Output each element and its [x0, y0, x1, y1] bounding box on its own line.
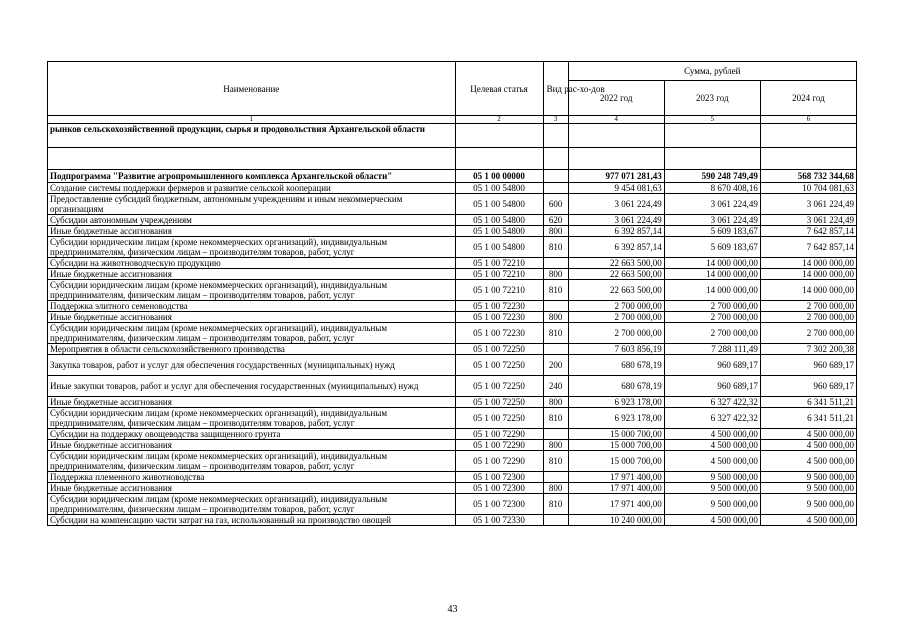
row-expense-type [543, 515, 568, 526]
row-target-code: 05 1 00 72210 [455, 258, 543, 269]
row-target-code: 05 1 00 72250 [455, 397, 543, 408]
row-target-code: 05 1 00 72230 [455, 301, 543, 312]
row-expense-type: 810 [543, 237, 568, 258]
program-name: Подпрограмма "Развитие агропромышленного комплекса Архангельской области" [48, 170, 456, 183]
row-expense-type: 800 [543, 397, 568, 408]
row-name: Предоставление субсидий бюджетным, автономным учреждениям и иным некоммерческим организациям [48, 194, 456, 215]
row-target-code: 05 1 00 72300 [455, 483, 543, 494]
row-target-code: 05 1 00 72210 [455, 269, 543, 280]
page-number: 43 [447, 604, 458, 615]
col-number: 5 [664, 116, 760, 124]
row-target-code: 05 1 00 54800 [455, 194, 543, 215]
row-amount-2022: 9 454 081,63 [568, 183, 664, 194]
row-target-code: 05 1 00 54800 [455, 183, 543, 194]
row-amount-2023: 14 000 000,00 [664, 258, 760, 269]
row-target-code: 05 1 00 72300 [455, 494, 543, 515]
row-amount-2022: 15 000 700,00 [568, 440, 664, 451]
row-target-code: 05 1 00 54800 [455, 226, 543, 237]
row-expense-type: 620 [543, 215, 568, 226]
row-amount-2022: 3 061 224,49 [568, 215, 664, 226]
table-row [48, 440, 857, 451]
row-amount-2022: 15 000 700,00 [568, 451, 664, 472]
row-expense-type: 810 [543, 323, 568, 344]
row-target-code: 05 1 00 72290 [455, 429, 543, 440]
row-expense-type [543, 258, 568, 269]
row-name: Субсидии юридическим лицам (кроме некоммерческих организаций), индивидуальным предпринимателям, физическим лицам – производителям товаров, работ, услуг [48, 323, 456, 344]
row-expense-type: 810 [543, 280, 568, 301]
row-name: Субсидии автономным учреждениям [48, 215, 456, 226]
row-amount-2022: 22 663 500,00 [568, 269, 664, 280]
table-row [48, 215, 857, 226]
row-name: Субсидии юридическим лицам (кроме некоммерческих организаций), индивидуальным предпринимателям, физическим лицам – производителям товаров, работ, услуг [48, 451, 456, 472]
budget-table [47, 61, 857, 526]
program-type [543, 170, 568, 183]
row-expense-type: 600 [543, 194, 568, 215]
row-amount-2022: 6 392 857,14 [568, 226, 664, 237]
row-amount-2024: 9 500 000,00 [760, 483, 856, 494]
row-amount-2024: 2 700 000,00 [760, 323, 856, 344]
row-amount-2024: 9 500 000,00 [760, 494, 856, 515]
row-name: Мероприятия в области сельскохозяйственного производства [48, 344, 456, 355]
row-amount-2024: 2 700 000,00 [760, 312, 856, 323]
row-amount-2023: 4 500 000,00 [664, 451, 760, 472]
row-name: Закупка товаров, работ и услуг для обеспечения государственных (муниципальных) нужд [48, 355, 456, 376]
row-amount-2024: 4 500 000,00 [760, 440, 856, 451]
row-name: Иные бюджетные ассигнования [48, 226, 456, 237]
row-amount-2023: 2 700 000,00 [664, 312, 760, 323]
row-expense-type [543, 183, 568, 194]
table-row [48, 483, 857, 494]
row-amount-2024: 4 500 000,00 [760, 451, 856, 472]
row-expense-type: 200 [543, 355, 568, 376]
row-name: Иные бюджетные ассигнования [48, 397, 456, 408]
row-amount-2024: 3 061 224,49 [760, 194, 856, 215]
row-amount-2022: 17 971 400,00 [568, 494, 664, 515]
row-name: Субсидии юридическим лицам (кроме некоммерческих организаций), индивидуальным предпринимателям, физическим лицам – производителям товаров, работ, услуг [48, 494, 456, 515]
row-target-code: 05 1 00 72230 [455, 323, 543, 344]
row-target-code: 05 1 00 72250 [455, 408, 543, 429]
row-amount-2024: 4 500 000,00 [760, 429, 856, 440]
row-amount-2024: 14 000 000,00 [760, 280, 856, 301]
row-amount-2024: 7 642 857,14 [760, 237, 856, 258]
row-amount-2024: 7 642 857,14 [760, 226, 856, 237]
table-row [48, 323, 857, 344]
row-expense-type [543, 472, 568, 483]
continuation-row [48, 124, 857, 148]
row-target-code: 05 1 00 72250 [455, 355, 543, 376]
table-row [48, 494, 857, 515]
program-code: 05 1 00 00000 [455, 170, 543, 183]
col-number: 4 [568, 116, 664, 124]
row-amount-2023: 8 670 408,16 [664, 183, 760, 194]
row-name: Субсидии на компенсацию части затрат на газ, использованный на производство овощей [48, 515, 456, 526]
row-target-code: 05 1 00 54800 [455, 237, 543, 258]
header-year-2024: 2024 год [760, 81, 856, 116]
row-amount-2022: 6 923 178,00 [568, 408, 664, 429]
row-name: Субсидии на животноводческую продукцию [48, 258, 456, 269]
row-amount-2023: 14 000 000,00 [664, 280, 760, 301]
row-amount-2023: 960 689,17 [664, 355, 760, 376]
row-name: Иные бюджетные ассигнования [48, 483, 456, 494]
row-target-code: 05 1 00 72290 [455, 440, 543, 451]
row-name: Поддержка племенного животноводства [48, 472, 456, 483]
col-number: 1 [48, 116, 456, 124]
row-target-code: 05 1 00 54800 [455, 215, 543, 226]
header-expense-type [543, 62, 605, 116]
row-expense-type: 800 [543, 440, 568, 451]
row-amount-2022: 10 240 000,00 [568, 515, 664, 526]
program-row [48, 170, 857, 183]
program-2023: 590 248 749,49 [664, 170, 760, 183]
row-amount-2022: 6 392 857,14 [568, 237, 664, 258]
row-name: Иные закупки товаров, работ и услуг для обеспечения государственных (муниципальных) нужд [48, 376, 456, 397]
table-row [48, 355, 857, 376]
row-amount-2024: 9 500 000,00 [760, 472, 856, 483]
row-name: Субсидии на поддержку овощеводства защищенного грунта [48, 429, 456, 440]
row-amount-2022: 22 663 500,00 [568, 280, 664, 301]
row-amount-2023: 7 288 111,49 [664, 344, 760, 355]
row-amount-2023: 960 689,17 [664, 376, 760, 397]
col-number: 6 [760, 116, 856, 124]
table-row [48, 280, 857, 301]
table-row [48, 515, 857, 526]
row-expense-type [543, 429, 568, 440]
table-row [48, 226, 857, 237]
row-amount-2023: 2 700 000,00 [664, 323, 760, 344]
row-amount-2024: 3 061 224,49 [760, 215, 856, 226]
row-amount-2023: 9 500 000,00 [664, 483, 760, 494]
row-target-code: 05 1 00 72250 [455, 376, 543, 397]
row-amount-2024: 960 689,17 [760, 376, 856, 397]
row-amount-2022: 2 700 000,00 [568, 312, 664, 323]
header-year-2023: 2023 год [664, 81, 760, 116]
row-target-code: 05 1 00 72330 [455, 515, 543, 526]
row-target-code: 05 1 00 72300 [455, 472, 543, 483]
table-row [48, 344, 857, 355]
table-row [48, 408, 857, 429]
row-expense-type: 810 [543, 408, 568, 429]
table-row [48, 397, 857, 408]
row-amount-2024: 14 000 000,00 [760, 258, 856, 269]
row-target-code: 05 1 00 72230 [455, 312, 543, 323]
row-amount-2024: 10 704 081,63 [760, 183, 856, 194]
row-amount-2024: 7 302 200,38 [760, 344, 856, 355]
row-amount-2022: 2 700 000,00 [568, 323, 664, 344]
row-expense-type: 800 [543, 269, 568, 280]
row-expense-type: 800 [543, 483, 568, 494]
header-amount: Сумма, рублей [568, 62, 856, 81]
row-expense-type [543, 344, 568, 355]
row-name: Иные бюджетные ассигнования [48, 269, 456, 280]
row-amount-2022: 2 700 000,00 [568, 301, 664, 312]
row-name: Субсидии юридическим лицам (кроме некоммерческих организаций), индивидуальным предпринимателям, физическим лицам – производителям товаров, работ, услуг [48, 408, 456, 429]
row-name: Поддержка элитного семеноводства [48, 301, 456, 312]
spacer-row [48, 148, 857, 170]
header-name: Наименование [48, 62, 456, 116]
table-row [48, 451, 857, 472]
row-amount-2023: 9 500 000,00 [664, 494, 760, 515]
row-expense-type: 810 [543, 494, 568, 515]
row-amount-2023: 4 500 000,00 [664, 429, 760, 440]
row-amount-2023: 14 000 000,00 [664, 269, 760, 280]
header-target: Целевая статья [455, 62, 543, 116]
table-row [48, 194, 857, 215]
row-amount-2024: 2 700 000,00 [760, 301, 856, 312]
row-name: Иные бюджетные ассигнования [48, 312, 456, 323]
row-amount-2023: 5 609 183,67 [664, 237, 760, 258]
row-amount-2022: 22 663 500,00 [568, 258, 664, 269]
program-2024: 568 732 344,68 [760, 170, 856, 183]
header-expense-type-label: Вид рас-хо-дов [546, 83, 605, 94]
row-amount-2023: 5 609 183,67 [664, 226, 760, 237]
table-row [48, 429, 857, 440]
row-amount-2022: 3 061 224,49 [568, 194, 664, 215]
row-amount-2024: 14 000 000,00 [760, 269, 856, 280]
row-amount-2022: 17 971 400,00 [568, 472, 664, 483]
table-row [48, 237, 857, 258]
row-amount-2022: 15 000 700,00 [568, 429, 664, 440]
table-row [48, 376, 857, 397]
row-amount-2024: 6 341 511,21 [760, 397, 856, 408]
row-expense-type [543, 301, 568, 312]
row-amount-2022: 7 603 856,19 [568, 344, 664, 355]
row-expense-type: 800 [543, 226, 568, 237]
row-amount-2022: 6 923 178,00 [568, 397, 664, 408]
row-amount-2024: 6 341 511,21 [760, 408, 856, 429]
header-year-2022: 2022 год [568, 81, 664, 116]
table-row [48, 269, 857, 280]
row-name: Иные бюджетные ассигнования [48, 440, 456, 451]
row-amount-2023: 4 500 000,00 [664, 440, 760, 451]
row-amount-2022: 17 971 400,00 [568, 483, 664, 494]
row-amount-2023: 9 500 000,00 [664, 472, 760, 483]
row-amount-2024: 960 689,17 [760, 355, 856, 376]
table-row [48, 183, 857, 194]
row-name: Создание системы поддержки фермеров и развитие сельской кооперации [48, 183, 456, 194]
row-amount-2024: 4 500 000,00 [760, 515, 856, 526]
row-name: Субсидии юридическим лицам (кроме некоммерческих организаций), индивидуальным предпринимателям, физическим лицам – производителям товаров, работ, услуг [48, 280, 456, 301]
table-row [48, 258, 857, 269]
row-amount-2023: 2 700 000,00 [664, 301, 760, 312]
col-number: 3 [543, 116, 568, 124]
table-row [48, 472, 857, 483]
col-number: 2 [455, 116, 543, 124]
continuation-text: рынков сельскохозяйственной продукции, сырья и продовольствия Архангельской области [48, 124, 456, 148]
table-row [48, 312, 857, 323]
table-row [48, 301, 857, 312]
row-amount-2023: 6 327 422,32 [664, 408, 760, 429]
row-amount-2023: 6 327 422,32 [664, 397, 760, 408]
row-target-code: 05 1 00 72210 [455, 280, 543, 301]
row-target-code: 05 1 00 72250 [455, 344, 543, 355]
row-amount-2022: 680 678,19 [568, 355, 664, 376]
row-name: Субсидии юридическим лицам (кроме некоммерческих организаций), индивидуальным предпринимателям, физическим лицам – производителям товаров, работ, услуг [48, 237, 456, 258]
row-amount-2022: 680 678,19 [568, 376, 664, 397]
row-expense-type: 800 [543, 312, 568, 323]
row-amount-2023: 3 061 224,49 [664, 194, 760, 215]
row-target-code: 05 1 00 72290 [455, 451, 543, 472]
program-2022: 977 071 281,43 [568, 170, 664, 183]
row-amount-2023: 3 061 224,49 [664, 215, 760, 226]
row-amount-2023: 4 500 000,00 [664, 515, 760, 526]
row-expense-type: 240 [543, 376, 568, 397]
row-expense-type: 810 [543, 451, 568, 472]
